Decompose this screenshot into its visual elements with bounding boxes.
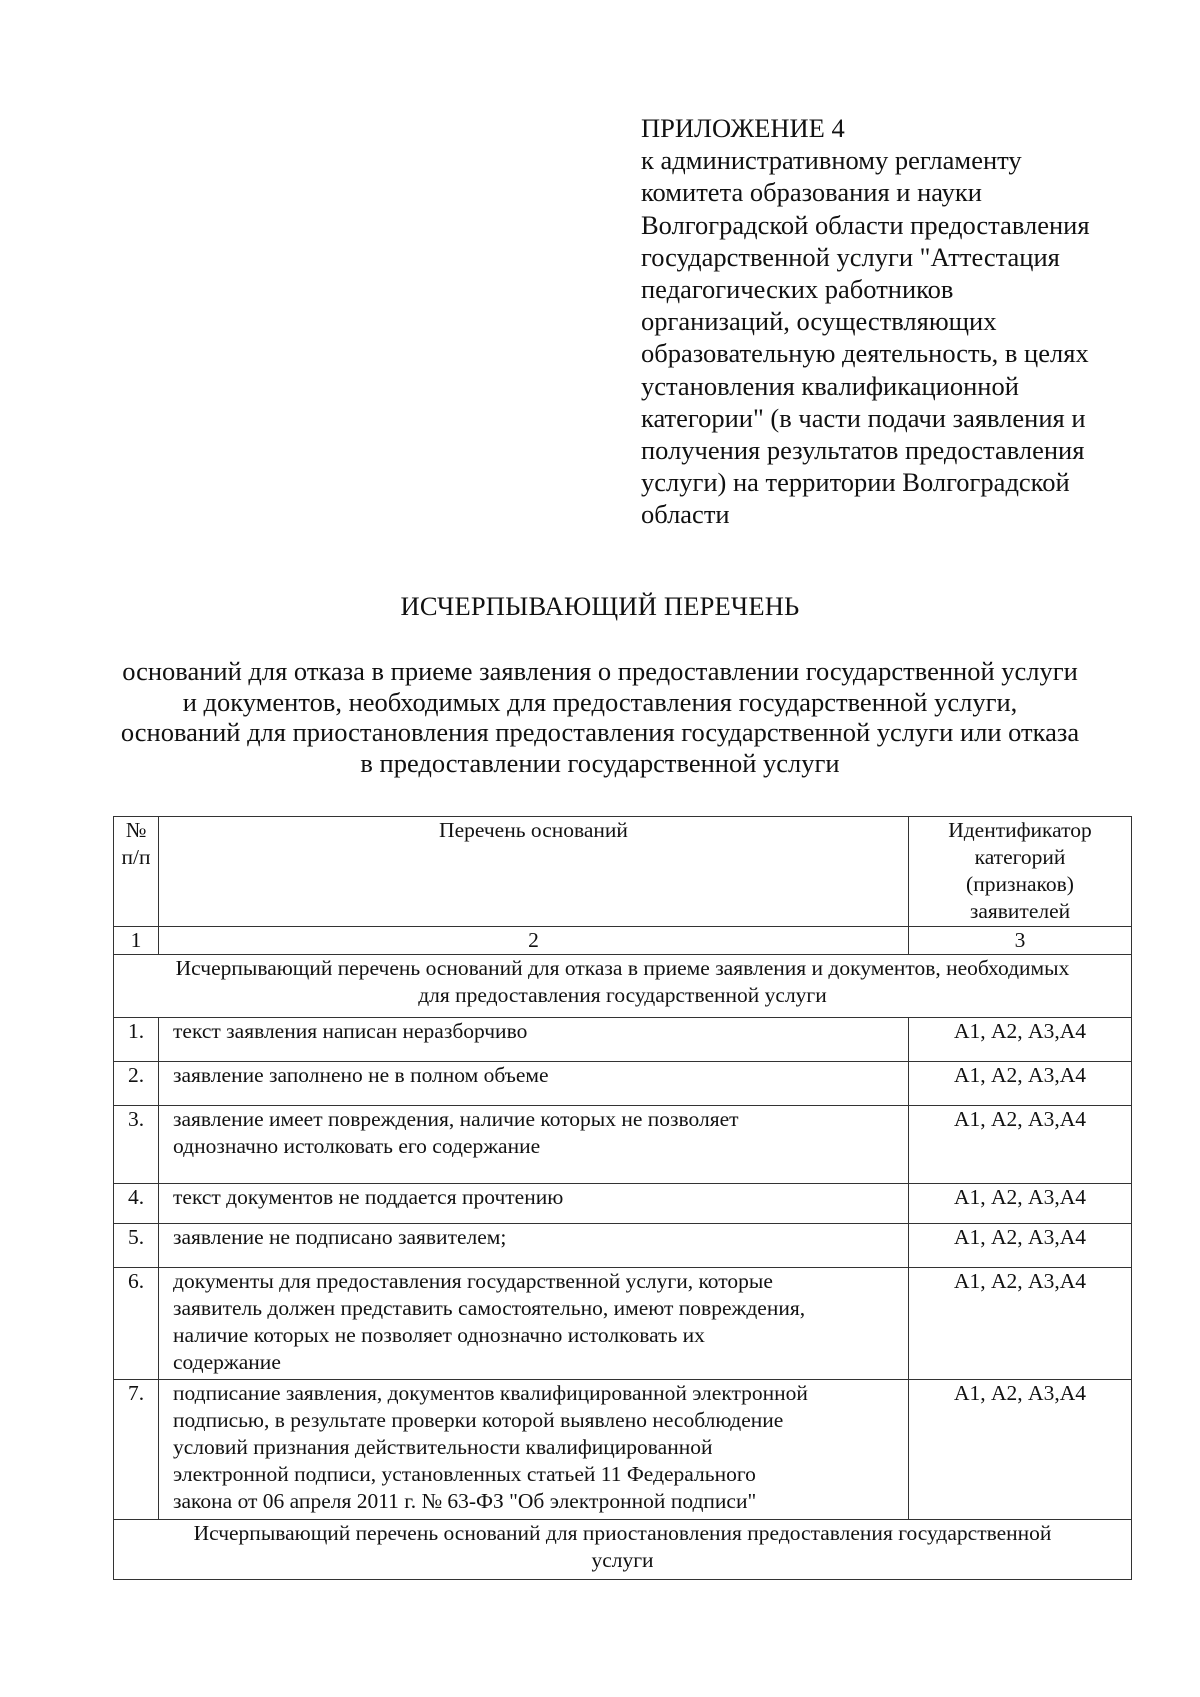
row-text-line: заявитель должен представить самостоятельно, имеют повреждения, [173,1296,806,1320]
row-text-line: заявление не подписано заявителем; [173,1225,507,1249]
row-num-cell: 6. [114,1268,159,1380]
row-num-cell: 2. [114,1062,159,1106]
row-text-line: документы для предоставления государственной услуги, которые [173,1269,773,1293]
appendix-line: услуги) на территории Волгоградской [641,467,1070,498]
row-text-line: однозначно истолковать его содержание [173,1134,541,1158]
row-text-cell [159,1224,909,1268]
row-category-cell: А1, А2, А3,А4 [909,1184,1132,1224]
header-num-line: № [125,818,147,842]
row-text-line: подписью, в результате проверки которой выявлено несоблюдение [173,1408,784,1432]
document-title: ИСЧЕРПЫВАЮЩИЙ ПЕРЕЧЕНЬ [400,591,800,621]
table-row [114,1062,1132,1106]
row-category-cell: А1, А2, А3,А4 [909,1062,1132,1106]
row-text-line: подписание заявления, документов квалифицированной электронной [173,1381,808,1405]
appendix-line: государственной услуги "Аттестация [641,241,1060,272]
index-cell: 1 [114,927,159,955]
header-reasons-cell: Перечень оснований [159,817,909,927]
row-category-cell: А1, А2, А3,А4 [909,1224,1132,1268]
header-category-line: Идентификатор [948,818,1092,842]
row-text-line: текст заявления написан неразборчиво [173,1019,528,1043]
appendix-line: ПРИЛОЖЕНИЕ 4 [641,113,845,143]
row-text-line: текст документов не поддается прочтению [173,1185,564,1209]
section-row-suspension [114,1520,1132,1580]
table-row [114,1380,1132,1520]
reasons-table [113,816,1132,1580]
row-text-cell [159,1184,909,1224]
section-heading-line: услуги [591,1548,654,1572]
appendix-line: получения результатов предоставления [641,435,1085,466]
appendix-line: педагогических работников [641,274,954,305]
row-num-cell: 3. [114,1106,159,1184]
row-text-cell [159,1106,909,1184]
row-num-cell: 7. [114,1380,159,1520]
appendix-line: Волгоградской области предоставления [641,209,1090,240]
appendix-line: организаций, осуществляющих [641,306,997,337]
header-category-line: (признаков) [966,872,1074,896]
table-index-row [114,927,1132,955]
row-num-cell: 1. [114,1018,159,1062]
row-category-cell: А1, А2, А3,А4 [909,1106,1132,1184]
row-text-cell [159,1268,909,1380]
appendix-block [641,112,1181,531]
row-category-cell: А1, А2, А3,А4 [909,1018,1132,1062]
appendix-line: к административному регламенту [641,145,1022,176]
row-num-cell: 5. [114,1224,159,1268]
row-text-line: содержание [173,1350,281,1374]
section-heading-line: Исчерпывающий перечень оснований для приостановления предоставления государственной [193,1521,1052,1545]
table-row [114,1268,1132,1380]
subtitle-line: и документов, необходимых для предоставления государственной услуги, [182,686,1018,717]
row-text-line: заявление заполнено не в полном объеме [173,1063,549,1087]
row-category-cell: А1, А2, А3,А4 [909,1380,1132,1520]
row-category-cell: А1, А2, А3,А4 [909,1268,1132,1380]
appendix-line: установления квалификационной [641,370,1019,401]
section-row-refusal [114,955,1132,1018]
header-category-cell [909,817,1132,927]
row-text-line: электронной подписи, установленных статьей 11 Федерального [173,1462,756,1486]
document-subtitle [60,656,1140,778]
table-row [114,1106,1132,1184]
header-num-cell [114,817,159,927]
table-row [114,1224,1132,1268]
row-text-line: условий признания действительности квалифицированной [173,1435,713,1459]
subtitle-line: оснований для приостановления предоставления государственной услуги или отказа [120,717,1080,747]
appendix-line: категории" (в части подачи заявления и [641,402,1086,433]
section-heading-cell [114,1520,1132,1580]
table-row [114,1018,1132,1062]
header-category-line: заявителей [969,899,1071,923]
index-cell: 2 [159,927,909,955]
header-num-line: п/п [121,845,151,869]
row-text-line: заявление имеет повреждения, наличие которых не позволяет [173,1107,739,1131]
section-heading-line: Исчерпывающий перечень оснований для отказа в приеме заявления и документов, необходимых [175,956,1070,980]
row-text-line: закона от 06 апреля 2011 г. № 63-ФЗ "Об электронной подписи" [173,1489,757,1513]
row-text-cell [159,1018,909,1062]
row-text-cell [159,1380,909,1520]
table-header-row [114,817,1132,927]
appendix-line: образовательную деятельность, в целях [641,338,1089,369]
row-text-cell [159,1062,909,1106]
section-heading-cell [114,955,1132,1018]
table-row [114,1184,1132,1224]
header-category-line: категорий [974,845,1066,869]
index-cell: 3 [909,927,1132,955]
section-heading-line: для предоставления государственной услуги [418,983,827,1007]
row-num-cell: 4. [114,1184,159,1224]
appendix-line: комитета образования и науки [641,177,982,208]
appendix-line: области [641,499,730,530]
subtitle-line: в предоставлении государственной услуги [360,747,840,778]
row-text-line: наличие которых не позволяет однозначно истолковать их [173,1323,705,1347]
subtitle-line: оснований для отказа в приеме заявления о предоставлении государственной услуги [122,656,1078,686]
